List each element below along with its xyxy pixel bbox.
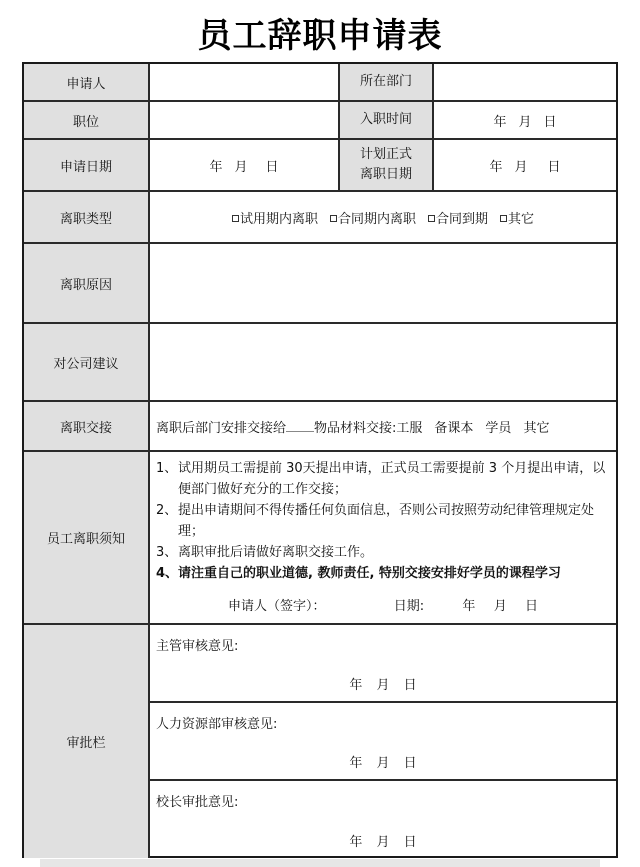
resignation-form	[22, 62, 618, 858]
row-handover	[24, 402, 616, 452]
handover-prefix: 离职后部门安排交接给	[156, 420, 287, 436]
resign-type-label: 离职类型	[24, 192, 150, 242]
form-title: 员工辞职申请表	[197, 16, 443, 56]
checkbox-icon[interactable]	[330, 215, 337, 222]
applicant-label: 申请人	[24, 64, 150, 100]
day-label: 日	[265, 159, 279, 175]
row-applicant	[24, 64, 616, 102]
row-suggestion	[24, 324, 616, 402]
month-label: 月	[493, 599, 507, 614]
handover-item-students: 学员	[485, 420, 512, 436]
month-label: 月	[234, 159, 248, 175]
notice-item: 1、 试用期员工需提前 30天提出申请，正式员工需要提前 3 个月提出申请，以便部门做好充分的工作交接；	[156, 461, 606, 497]
hire-date-field[interactable]	[434, 102, 616, 138]
hire-date-label: 入职时间	[340, 102, 434, 138]
hr-review-date: 年 月 日	[349, 756, 417, 771]
supervisor-review-label: 主管审核意见:	[156, 639, 239, 654]
department-label: 所在部门	[340, 64, 434, 100]
position-field[interactable]	[150, 102, 340, 138]
notice-content	[150, 452, 616, 623]
reason-field[interactable]	[150, 244, 616, 322]
option-contract-term[interactable]: 合同期内离职	[330, 208, 416, 227]
handover-item-other: 其它	[523, 420, 550, 436]
day-label: 日	[543, 114, 557, 130]
resign-type-options	[150, 192, 616, 242]
month-label: 月	[518, 114, 532, 130]
notice-item-emphasis: 4、 请注重自己的职业道德, 教师责任, 特别交接安排好学员的课程学习	[156, 566, 561, 581]
handover-to-blank[interactable]	[286, 420, 314, 432]
sign-date-label: 日期:	[393, 599, 425, 614]
row-notice	[24, 452, 616, 625]
notice-item: 2、 提出申请期间不得传播任何负面信息，否则公司按照劳动纪律管理规定处理；	[156, 503, 595, 539]
day-label: 日	[547, 159, 561, 175]
principal-approval-date: 年 月 日	[349, 835, 417, 850]
handover-label: 离职交接	[24, 402, 150, 450]
apply-date-label: 申请日期	[24, 140, 150, 190]
hr-review[interactable]	[150, 703, 616, 781]
planned-label-line1: 计划正式	[359, 147, 412, 162]
checkbox-icon[interactable]	[232, 215, 239, 222]
principal-approval[interactable]	[150, 781, 616, 858]
department-field[interactable]	[434, 64, 616, 100]
option-probation[interactable]: 试用期内离职	[232, 208, 318, 227]
notice-label: 员工离职须知	[24, 452, 150, 623]
reason-label: 离职原因	[24, 244, 150, 322]
year-label: 年	[209, 159, 223, 175]
suggestion-label: 对公司建议	[24, 324, 150, 400]
hr-review-label: 人力资源部审核意见:	[156, 717, 278, 732]
supervisor-review-date: 年 月 日	[349, 678, 417, 693]
applicant-signature-line	[150, 596, 616, 617]
row-reason	[24, 244, 616, 324]
month-label: 月	[514, 159, 528, 175]
handover-items-label: 物品材料交接:工服	[314, 420, 423, 436]
checkbox-icon[interactable]	[428, 215, 435, 222]
option-other[interactable]: 其它	[500, 208, 534, 227]
position-label: 职位	[24, 102, 150, 138]
planned-leave-date-label	[340, 140, 434, 190]
handover-item-lesson-book: 备课本	[434, 420, 474, 436]
year-label: 年	[493, 114, 507, 130]
year-label: 年	[462, 599, 476, 614]
year-label: 年	[489, 159, 503, 175]
day-label: 日	[525, 599, 539, 614]
approval-label: 审批栏	[24, 625, 150, 858]
planned-leave-date-field[interactable]	[434, 140, 616, 190]
apply-date-field[interactable]	[150, 140, 340, 190]
applicant-field[interactable]	[150, 64, 340, 100]
planned-label-line2: 离职日期	[359, 167, 412, 182]
row-approval	[24, 625, 616, 858]
signature-label: 申请人（签字）：	[227, 599, 326, 614]
row-position	[24, 102, 616, 140]
row-resign-type	[24, 192, 616, 244]
notice-item: 3、 离职审批后请做好离职交接工作。	[156, 545, 374, 560]
page-shadow	[40, 859, 600, 867]
suggestion-field[interactable]	[150, 324, 616, 400]
principal-approval-label: 校长审批意见:	[156, 795, 239, 810]
row-apply-date	[24, 140, 616, 192]
checkbox-icon[interactable]	[500, 215, 507, 222]
handover-content	[150, 402, 616, 450]
supervisor-review[interactable]	[150, 625, 616, 703]
option-contract-expired[interactable]: 合同到期	[428, 208, 488, 227]
